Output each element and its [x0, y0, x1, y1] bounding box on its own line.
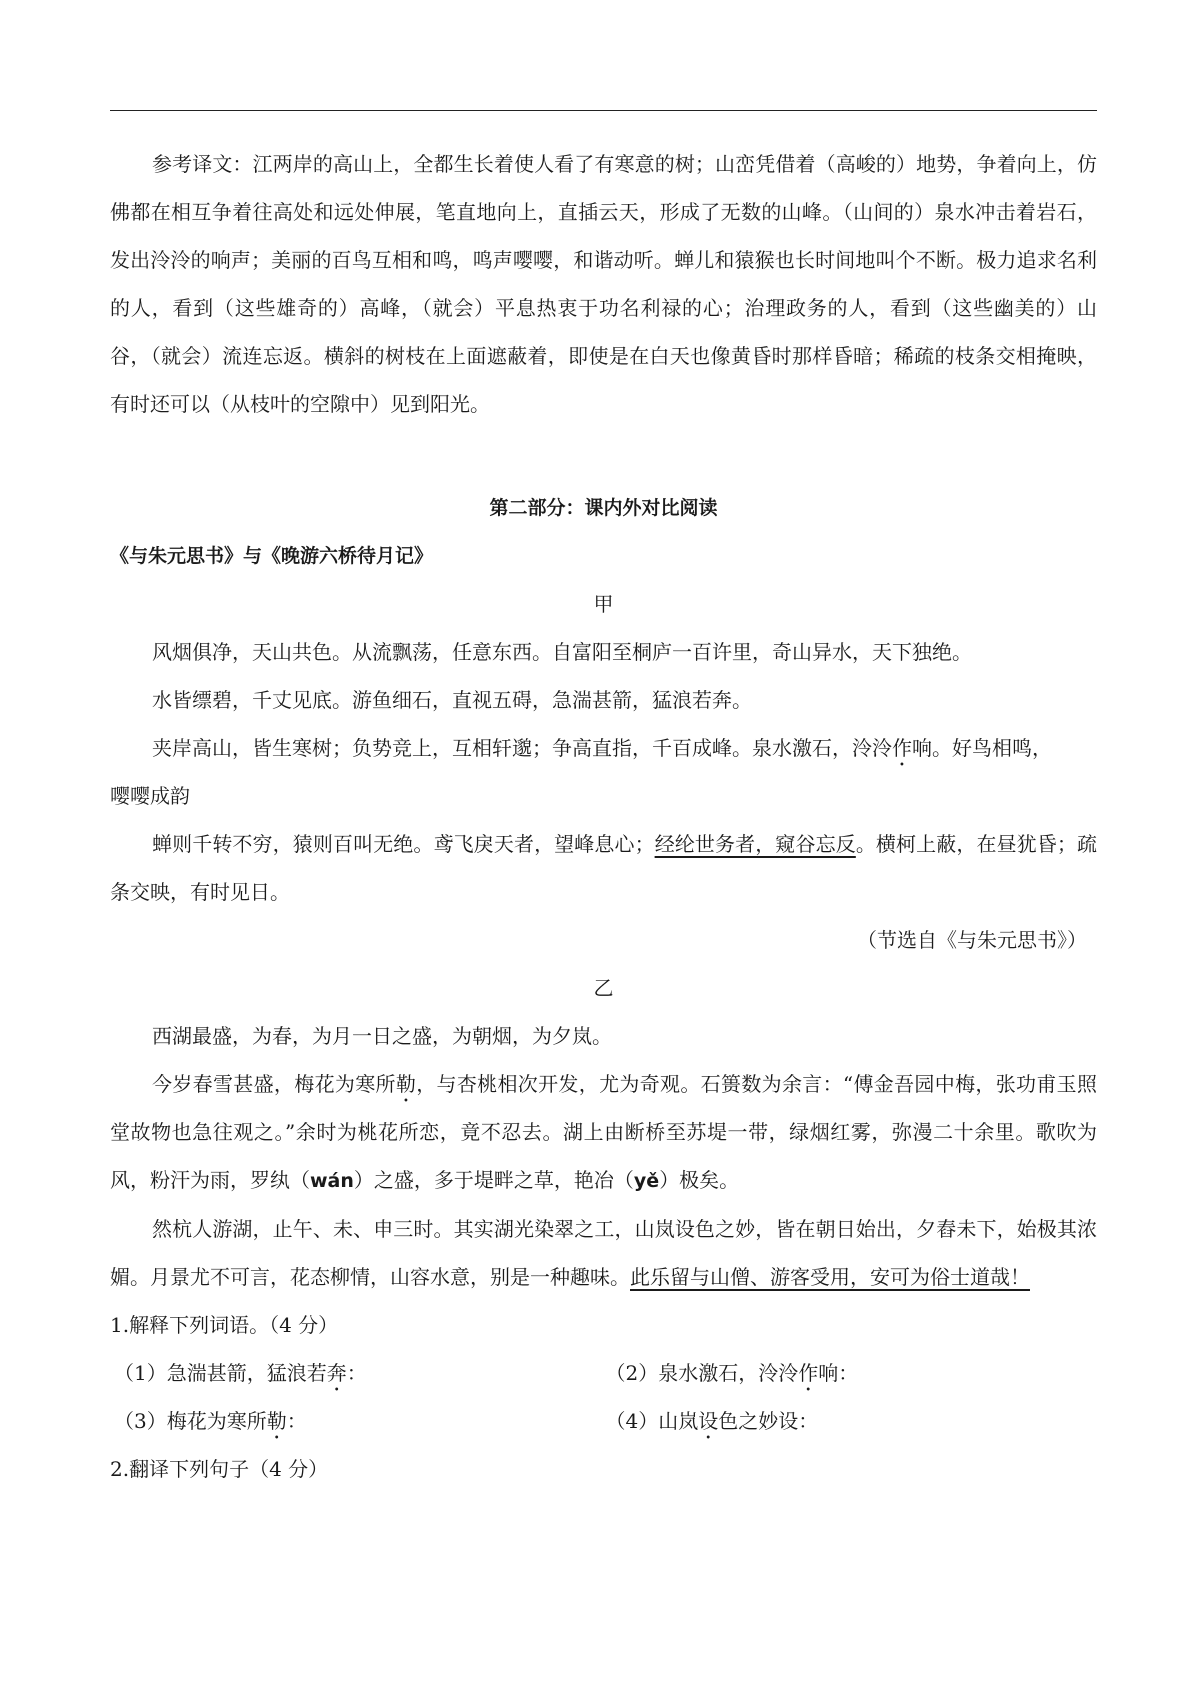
document-body — [110, 140, 1097, 1493]
question-1-row-b — [110, 1397, 1097, 1445]
jia-paragraph-1: 风烟俱净，天山共色。从流飘荡，任意东西。自富阳至桐庐一百许里，奇山异水，天下独绝。 — [152, 640, 972, 664]
q-text: 响： — [818, 1361, 859, 1385]
jia-source: （节选自《与朱元思书》） — [857, 928, 1087, 952]
jia-p4-text-b: 。横柯上蔽，在昼犹昏；疏条交映，有时见日。 — [110, 832, 1098, 904]
jia-p3-text-a: 夹岸高山，皆生寒树；负势竞上，互相轩邈；争高直指，千百成峰。泉水激石，泠泠 — [152, 736, 892, 760]
yi-p2-text-b: ，与杏桃相次开发，尤为奇观。石篑数为余言：“傅金吾园中梅，张功甫玉照堂故物也急往观之。”余时为桃花所恋，竟不忍去。湖上由断桥至苏堤一带，绿烟红雾，弥漫二十余里。歌吹为风，粉汗为雨，罗纨（ — [110, 1072, 1098, 1192]
yi-p2-text-d: ）极矣。 — [659, 1168, 740, 1192]
yi-paragraph-3 — [110, 1205, 1097, 1301]
section-title: 第二部分：课内外对比阅读 — [489, 497, 718, 519]
jia-p4-text-a: 蝉则千转不穷，猿则百叫无绝。鸢飞戾天者，望峰息心； — [152, 832, 655, 856]
q-text: ： — [346, 1361, 367, 1385]
question-1-item-1 — [110, 1349, 606, 1397]
yi-p2-text-c: ）之盛，多于堤畔之草，艳冶（ — [353, 1168, 634, 1192]
question-1-title: 1.解释下列词语。（4 分） — [110, 1313, 339, 1337]
underlined-sentence: 经纶世务者，窥谷忘反 — [654, 832, 856, 856]
question-1-item-4 — [606, 1397, 1098, 1445]
emphasized-char: 设 — [698, 1409, 719, 1433]
emphasized-char: 作 — [798, 1361, 819, 1385]
emphasized-char: 作 — [892, 736, 912, 760]
underlined-sentence: 此乐留与山僧、游客受用，安可为俗士道哉！ — [630, 1265, 1030, 1289]
emphasized-char: 奔 — [326, 1361, 347, 1385]
pinyin-annotation: yě — [633, 1170, 660, 1192]
q-text: ： — [286, 1409, 307, 1433]
question-1-row-a — [110, 1349, 1097, 1397]
yi-p3-text-a: 然杭人游湖，止午、未、申三时。其实湖光染翠之工，山岚设色之妙，皆在朝日始出，夕舂未下，始极其浓媚。月景尤不可言，花态柳情，山容水意，别是一种趣味。 — [110, 1217, 1097, 1289]
q-text: （3）梅花为寒所 — [114, 1409, 267, 1433]
question-2-title: 2.翻译下列句子（4 分） — [110, 1457, 329, 1481]
jia-paragraph-2: 水皆缥碧，千丈见底。游鱼细石，直视五碍，急湍甚箭，猛浪若奔。 — [152, 688, 752, 712]
emphasized-char: 勒 — [395, 1072, 417, 1096]
pinyin-annotation: wán — [310, 1170, 354, 1192]
passage-yi-label: 乙 — [593, 976, 614, 1000]
jia-paragraph-3 — [110, 724, 1097, 772]
passage-pair-title: 《与朱元思书》与《晚游六桥待月记》 — [110, 545, 434, 567]
jia-paragraph-3-continued: 嘤嘤成韵 — [110, 784, 190, 808]
question-1-item-2 — [606, 1349, 1098, 1397]
jia-paragraph-4 — [110, 820, 1097, 916]
yi-p2-text-a: 今岁春雪甚盛，梅花为寒所 — [152, 1072, 396, 1096]
reference-translation: 参考译文：江两岸的高山上，全都生长着使人看了有寒意的树；山峦凭借着（高峻的）地势，争着向上，仿佛都在相互争着往高处和远处伸展，笔直地向上，直插云天，形成了无数的山峰。（山间的）泉水冲击着岩石，发出泠泠的响声；美丽的百鸟互相和鸣，鸣声嘤嘤，和谐动听。蝉儿和猿猴也长时间地叫个不断。极力追求名利的人，看到（这些雄奇的）高峰，（就会）平息热衷于功名利禄的心；治理政务的人，看到（这些幽美的）山谷，（就会）流连忘返。横斜的树枝在上面遮蔽着，即使是在白天也像黄昏时那样昏暗；稀疏的枝条交相掩映，有时还可以（从枝叶的空隙中）见到阳光。 — [110, 152, 1097, 416]
yi-paragraph-2 — [110, 1060, 1097, 1205]
passage-jia-label: 甲 — [593, 592, 614, 616]
q-text: （4）山岚 — [605, 1409, 699, 1433]
question-1-item-3 — [110, 1397, 606, 1445]
jia-p3-text-b: 响。好鸟相鸣， — [912, 736, 1052, 760]
q-text: （2）泉水激石，泠泠 — [605, 1361, 799, 1385]
yi-paragraph-1: 西湖最盛，为春，为月一日之盛，为朝烟，为夕岚。 — [152, 1024, 612, 1048]
emphasized-char: 勒 — [266, 1409, 287, 1433]
q-text: （1）急湍甚箭，猛浪若 — [114, 1361, 327, 1385]
header-rule — [110, 110, 1097, 111]
q-text: 色之妙设： — [718, 1409, 819, 1433]
